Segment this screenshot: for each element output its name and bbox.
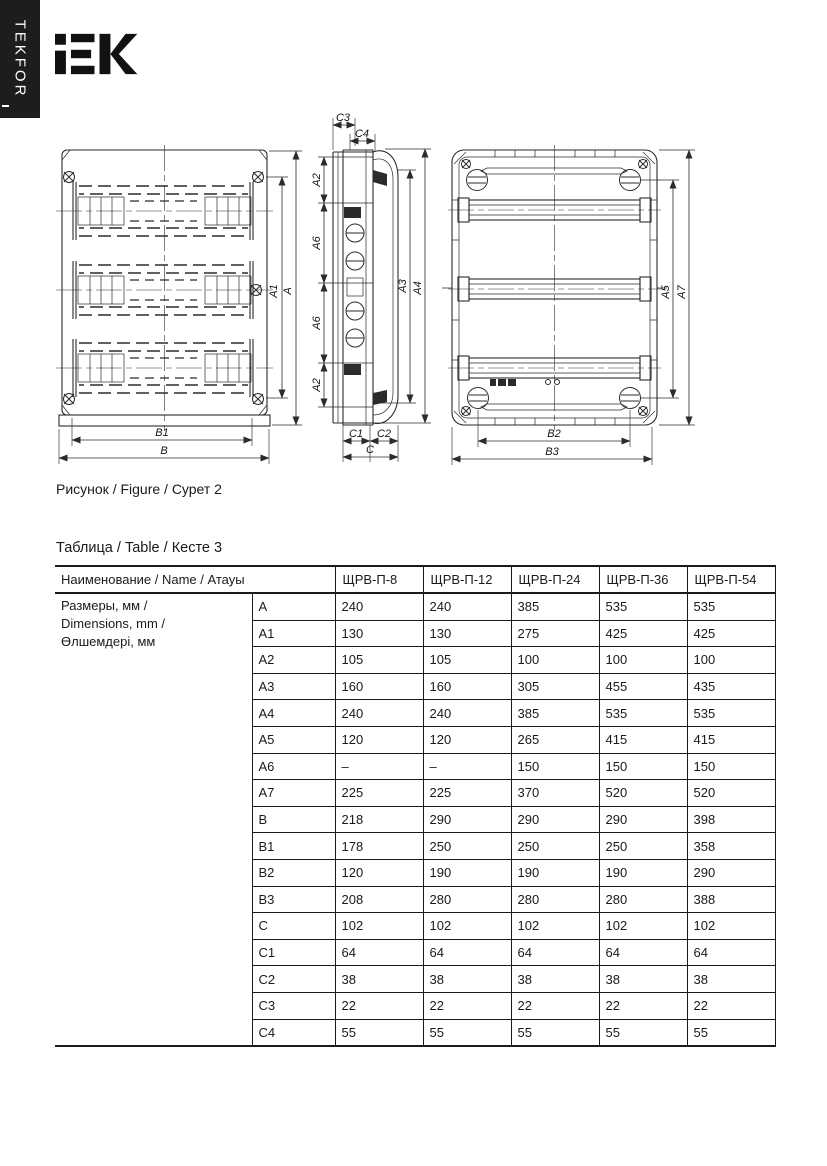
dimension-value-cell: 398: [687, 806, 775, 833]
dimension-name-cell: A6: [252, 753, 335, 780]
logo-e-bar: [71, 50, 91, 58]
dimension-value-cell: 415: [599, 726, 687, 753]
dimension-value-cell: 305: [511, 673, 599, 700]
logo-i-stem: [55, 51, 66, 75]
dimension-name-cell: C4: [252, 1019, 335, 1046]
dimension-value-cell: 55: [511, 1019, 599, 1046]
dim-label-a7: A7: [676, 285, 688, 299]
dim-label-c4: C4: [354, 128, 370, 140]
dimension-value-cell: 535: [687, 700, 775, 727]
dimension-value-cell: 55: [599, 1019, 687, 1046]
dim-label-c2: C2: [376, 428, 392, 440]
brand-tab: [0, 0, 40, 118]
dimension-value-cell: 240: [335, 700, 423, 727]
tab-tick-mark: [2, 105, 9, 107]
dimension-name-cell: C2: [252, 966, 335, 993]
dimension-value-cell: 102: [423, 913, 511, 940]
dimension-value-cell: 240: [335, 593, 423, 620]
dimension-value-cell: 190: [423, 859, 511, 886]
dimension-value-cell: 64: [335, 939, 423, 966]
table-row: [55, 593, 775, 620]
dimension-value-cell: 120: [423, 726, 511, 753]
side-screw-heads: [346, 224, 364, 347]
dimension-value-cell: 22: [423, 992, 511, 1019]
dimension-value-cell: 218: [335, 806, 423, 833]
dimension-value-cell: 160: [423, 673, 511, 700]
dimension-name-cell: C3: [252, 992, 335, 1019]
dimension-value-cell: 130: [423, 620, 511, 647]
dimension-value-cell: 535: [599, 700, 687, 727]
mounting-screws: [64, 172, 264, 405]
dimension-value-cell: 280: [511, 886, 599, 913]
dimension-value-cell: 38: [511, 966, 599, 993]
dimension-name-cell: B: [252, 806, 335, 833]
dimension-name-cell: B3: [252, 886, 335, 913]
dimension-value-cell: 385: [511, 593, 599, 620]
dimension-value-cell: 290: [687, 859, 775, 886]
dimension-value-cell: 225: [335, 780, 423, 807]
header-name-column: Наименование / Name / Атауы: [55, 566, 335, 593]
dimension-value-cell: 64: [423, 939, 511, 966]
dimension-value-cell: 55: [423, 1019, 511, 1046]
back-view-drawing: [440, 130, 715, 475]
dimension-value-cell: 275: [511, 620, 599, 647]
dimension-value-cell: –: [335, 753, 423, 780]
dimension-value-cell: 190: [599, 859, 687, 886]
dimension-value-cell: 150: [687, 753, 775, 780]
dim-label-c: C: [366, 444, 374, 456]
dimension-value-cell: 105: [335, 647, 423, 674]
dimension-name-cell: A3: [252, 673, 335, 700]
dimension-value-cell: 250: [511, 833, 599, 860]
side-dimensions: [311, 112, 431, 462]
dimension-value-cell: 150: [511, 753, 599, 780]
logo-k-stem: [100, 34, 111, 74]
dimension-value-cell: 55: [335, 1019, 423, 1046]
dimension-value-cell: 55: [687, 1019, 775, 1046]
dim-label-a4: A4: [412, 281, 424, 295]
header-model-shrv-p-24: ЩРВ-П-24: [511, 566, 599, 593]
dimension-value-cell: 358: [687, 833, 775, 860]
dim-label-b2: B2: [547, 428, 561, 440]
logo-e-bar: [71, 34, 95, 42]
table-header-row: [55, 566, 775, 593]
dimension-name-cell: A5: [252, 726, 335, 753]
dimension-value-cell: 102: [511, 913, 599, 940]
dimension-value-cell: 388: [687, 886, 775, 913]
table-body: [55, 593, 775, 1046]
figure-caption: Рисунок / Figure / Сурет 2: [56, 481, 222, 497]
dimension-value-cell: 38: [423, 966, 511, 993]
dimensions-table: [55, 565, 776, 1047]
table-title: Таблица / Table / Кесте 3: [56, 540, 223, 556]
dim-label-a6-upper: A6: [311, 236, 323, 250]
dimension-value-cell: 150: [599, 753, 687, 780]
dimension-value-cell: 105: [423, 647, 511, 674]
dimension-value-cell: 535: [687, 593, 775, 620]
dimension-value-cell: 38: [335, 966, 423, 993]
iek-logo: [55, 31, 139, 77]
dimension-name-cell: A2: [252, 647, 335, 674]
dimension-value-cell: 425: [687, 620, 775, 647]
dimension-name-cell: A1: [252, 620, 335, 647]
dim-label-a3: A3: [397, 279, 409, 293]
dimension-value-cell: 280: [599, 886, 687, 913]
dimension-value-cell: 22: [599, 992, 687, 1019]
dim-label-b: B: [160, 445, 168, 457]
dim-label-a2-bottom: A2: [311, 378, 323, 392]
logo-k-diagonals: [110, 34, 137, 74]
logo-e-bar: [71, 66, 95, 74]
dimension-name-cell: A4: [252, 700, 335, 727]
dimension-value-cell: 102: [687, 913, 775, 940]
dimension-value-cell: –: [423, 753, 511, 780]
dimension-value-cell: 265: [511, 726, 599, 753]
side-view-drawing: [313, 110, 438, 475]
dimension-value-cell: 370: [511, 780, 599, 807]
dimension-value-cell: 102: [599, 913, 687, 940]
dimension-value-cell: 130: [335, 620, 423, 647]
front-view-drawing: [40, 115, 310, 475]
dim-label-a5: A5: [660, 285, 672, 299]
header-model-shrv-p-54: ЩРВ-П-54: [687, 566, 775, 593]
dimension-value-cell: 250: [423, 833, 511, 860]
dimension-value-cell: 240: [423, 700, 511, 727]
dim-label-b3: B3: [545, 446, 559, 458]
dim-label-c3: C3: [335, 112, 351, 124]
dimension-value-cell: 208: [335, 886, 423, 913]
dimension-value-cell: 64: [599, 939, 687, 966]
dimension-name-cell: A: [252, 593, 335, 620]
dimension-value-cell: 290: [511, 806, 599, 833]
header-model-shrv-p-12: ЩРВ-П-12: [423, 566, 511, 593]
dimension-value-cell: 22: [511, 992, 599, 1019]
dimension-value-cell: 250: [599, 833, 687, 860]
dim-label-a: A: [282, 287, 294, 295]
row-group-label: Размеры, мм / Dimensions, mm / Өлшемдері, мм: [55, 593, 252, 1046]
dimension-value-cell: 120: [335, 859, 423, 886]
brand-tab-label: TEKFOR: [11, 19, 29, 99]
dimension-value-cell: 100: [599, 647, 687, 674]
dimension-value-cell: 225: [423, 780, 511, 807]
dimension-value-cell: 535: [599, 593, 687, 620]
dimension-value-cell: 385: [511, 700, 599, 727]
dimension-value-cell: 102: [335, 913, 423, 940]
dimension-value-cell: 290: [423, 806, 511, 833]
dimension-value-cell: 455: [599, 673, 687, 700]
dimension-value-cell: 100: [687, 647, 775, 674]
dim-label-a6-lower: A6: [311, 316, 323, 330]
dimension-value-cell: 38: [687, 966, 775, 993]
dim-label-a1: A1: [268, 284, 280, 298]
dimension-value-cell: 64: [687, 939, 775, 966]
dimension-name-cell: B1: [252, 833, 335, 860]
dimension-value-cell: 22: [687, 992, 775, 1019]
dimension-name-cell: C1: [252, 939, 335, 966]
dimension-value-cell: 64: [511, 939, 599, 966]
dimension-value-cell: 520: [687, 780, 775, 807]
dimension-value-cell: 520: [599, 780, 687, 807]
dim-label-b1: B1: [155, 427, 169, 439]
side-body-outline: [333, 150, 398, 425]
dimension-value-cell: 415: [687, 726, 775, 753]
dimension-value-cell: 280: [423, 886, 511, 913]
dimension-value-cell: 425: [599, 620, 687, 647]
dimension-value-cell: 160: [335, 673, 423, 700]
header-model-shrv-p-36: ЩРВ-П-36: [599, 566, 687, 593]
dimension-value-cell: 100: [511, 647, 599, 674]
dimension-name-cell: C: [252, 913, 335, 940]
dimension-value-cell: 120: [335, 726, 423, 753]
molded-brand-mark: [490, 379, 516, 386]
dimension-value-cell: 22: [335, 992, 423, 1019]
dim-label-c1: C1: [348, 428, 364, 440]
dimension-value-cell: 290: [599, 806, 687, 833]
dimension-value-cell: 38: [599, 966, 687, 993]
front-panel-outline: [59, 145, 270, 431]
logo-i-dot: [55, 34, 66, 45]
dimension-value-cell: 435: [687, 673, 775, 700]
dim-label-a2-top: A2: [311, 173, 323, 187]
dimension-value-cell: 240: [423, 593, 511, 620]
dimension-name-cell: B2: [252, 859, 335, 886]
header-model-shrv-p-8: ЩРВ-П-8: [335, 566, 423, 593]
small-holes: [546, 380, 560, 385]
dimension-value-cell: 178: [335, 833, 423, 860]
dimension-value-cell: 190: [511, 859, 599, 886]
dimension-name-cell: A7: [252, 780, 335, 807]
